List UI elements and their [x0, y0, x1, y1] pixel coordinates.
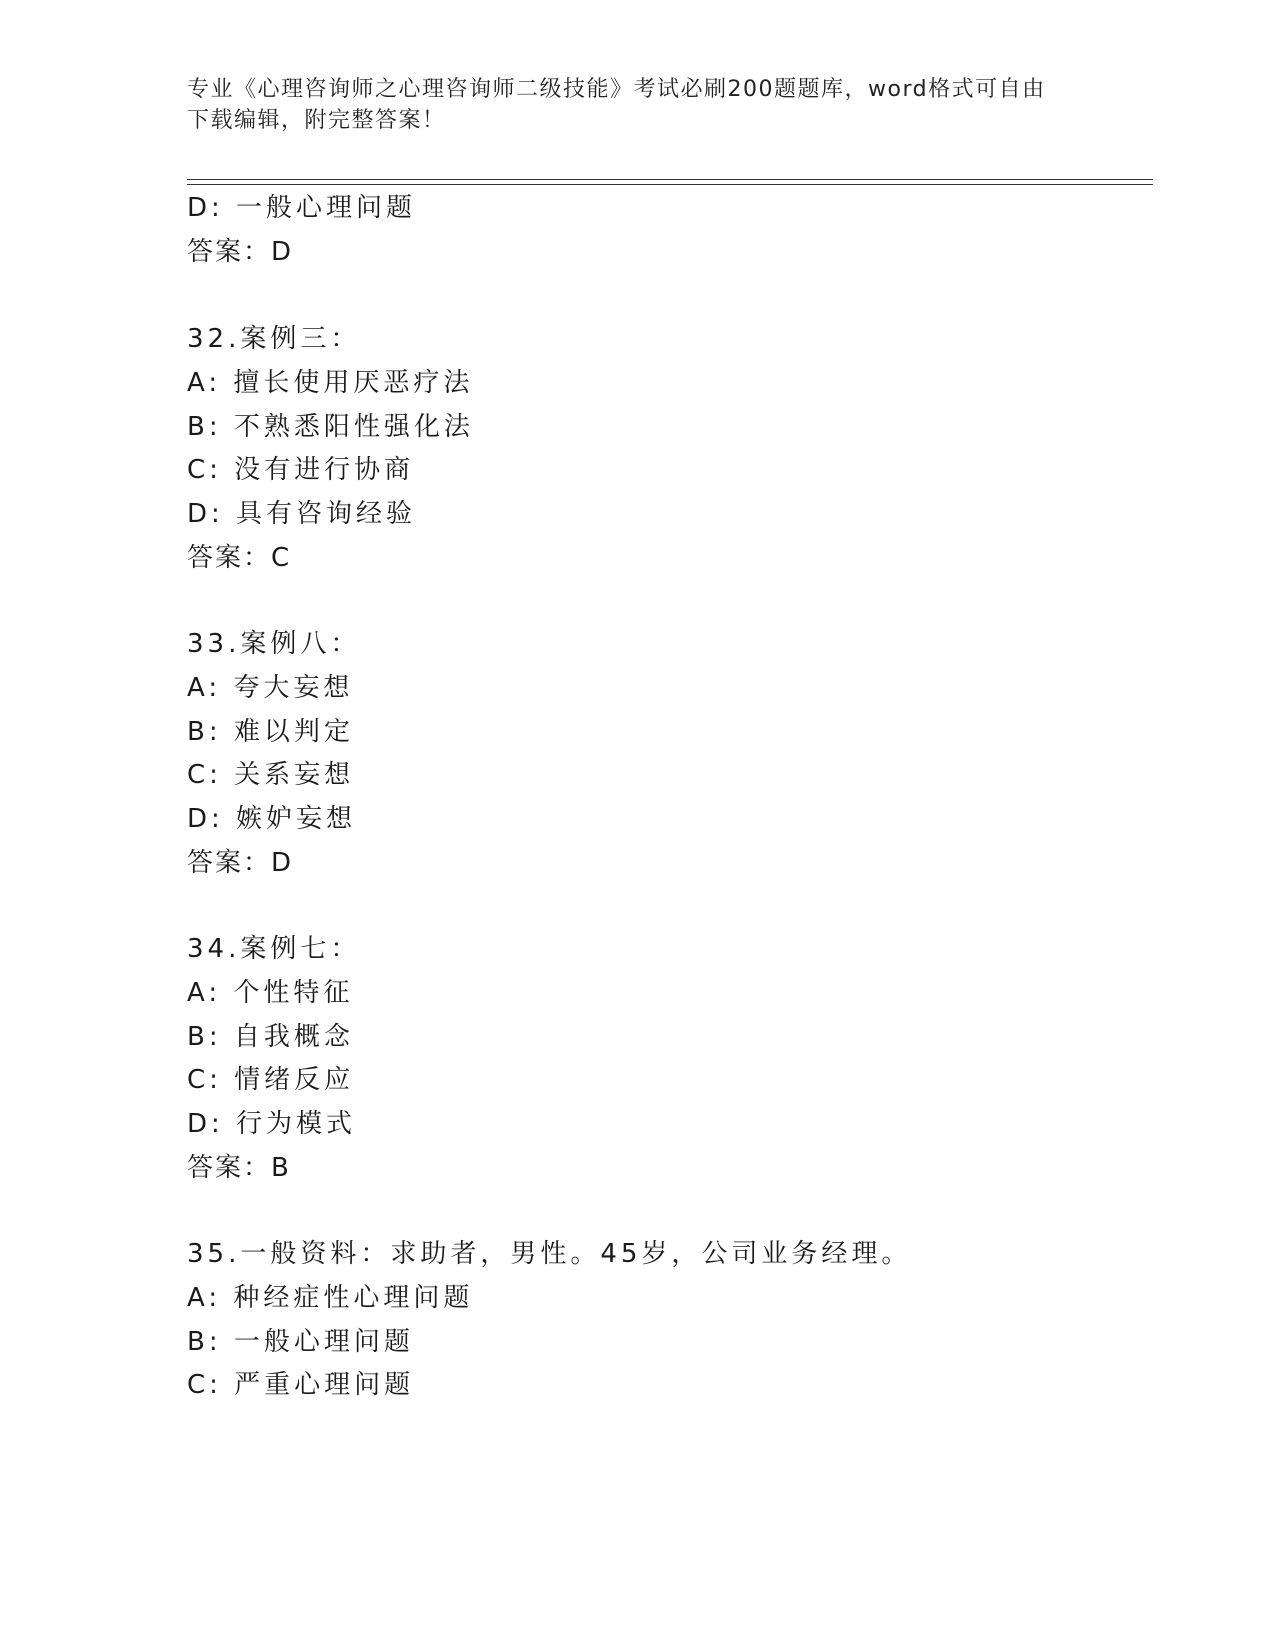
option-d: D: 嫉妒妄想 [187, 804, 357, 834]
header-divider-bottom [187, 184, 1153, 185]
option-b: B: 不熟悉阳性强化法 [187, 412, 474, 442]
option-d: D: 一般心理问题 [187, 193, 417, 223]
answer: 答案：D [187, 848, 294, 878]
document-header: 专业《心理咨询师之心理咨询师二级技能》考试必刷200题题库，word格式可自由下载编辑，附完整答案！ [187, 77, 1046, 133]
option-b: B: 自我概念 [187, 1022, 354, 1052]
option-d: D: 具有咨询经验 [187, 499, 417, 529]
question-stem: 33.案例八： [187, 629, 361, 659]
answer: 答案：C [187, 543, 292, 573]
option-a: A: 夸大妄想 [187, 673, 354, 703]
option-b: B: 难以判定 [187, 717, 354, 747]
option-a: A: 个性特征 [187, 978, 354, 1008]
option-c: C: 情绪反应 [187, 1065, 355, 1095]
answer: 答案：B [187, 1153, 291, 1183]
option-c: C: 关系妄想 [187, 760, 355, 790]
question-stem: 35.一般资料：求助者，男性。45岁，公司业务经理。 [187, 1239, 912, 1269]
option-a: A: 种经症性心理问题 [187, 1283, 474, 1313]
question-stem: 34.案例七： [187, 934, 361, 964]
option-c: C: 严重心理问题 [187, 1370, 415, 1400]
header-divider-top [187, 179, 1153, 180]
option-c: C: 没有进行协商 [187, 455, 415, 485]
option-d: D: 行为模式 [187, 1109, 357, 1139]
option-a: A: 擅长使用厌恶疗法 [187, 368, 474, 398]
question-stem: 32.案例三： [187, 324, 361, 354]
answer: 答案：D [187, 237, 294, 267]
option-b: B: 一般心理问题 [187, 1327, 414, 1357]
